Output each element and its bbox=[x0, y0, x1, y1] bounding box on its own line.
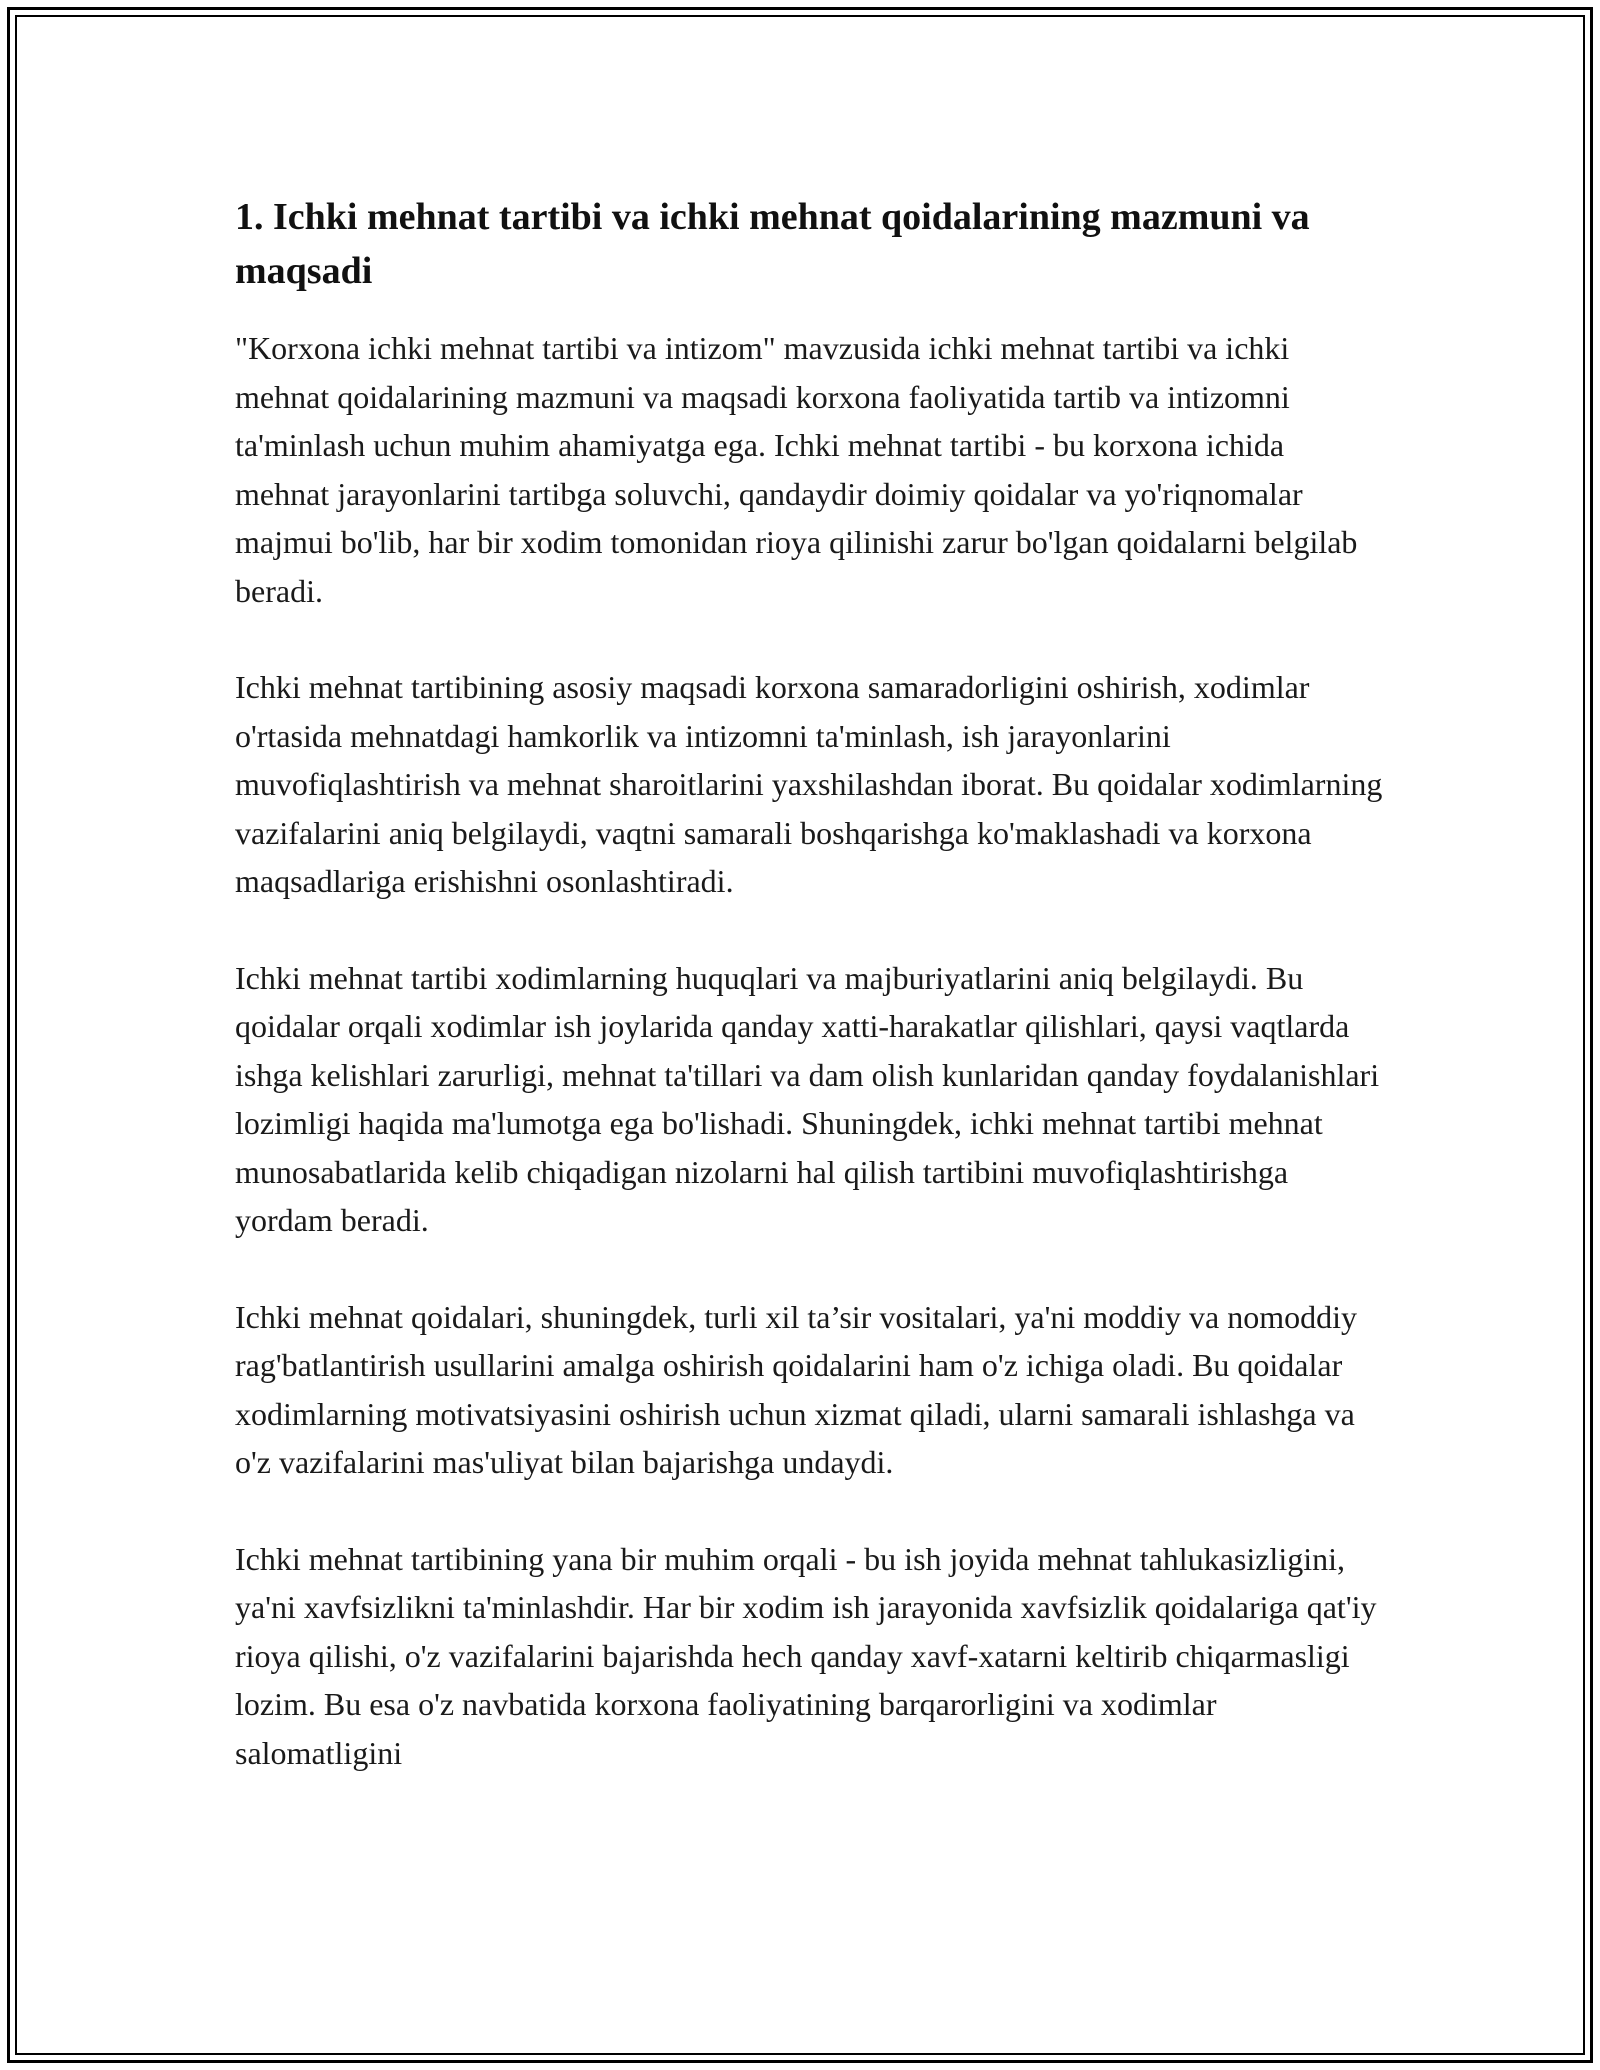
section-heading: 1. Ichki mehnat tartibi va ichki mehnat qoidalarining mazmuni va maqsadi bbox=[235, 196, 1310, 292]
paragraph-1: "Korxona ichki mehnat tartibi va intizom" mavzusida ichki mehnat tartibi va ichki mehnat qoidalarining mazmuni va maqsadi korxona faoliyatida tartib va intizomni ta'minlash uchun muhim ahamiyatga ega. Ichki mehnat tartibi - bu korxona ichida mehnat jarayonlarini tartibga soluvchi, qandaydir doimiy qoidalar va yo'riqnomalar majmui bo'lib, har bir xodim tomonidan rioya qilinishi zarur bo'lgan qoidalarni belgilab beradi. bbox=[235, 330, 1358, 609]
paragraph-5: Ichki mehnat tartibining yana bir muhim orqali - bu ish joyida mehnat tahlukasizligini, ya'ni xavfsizlikni ta'minlashdir. Har bir xodim ish jarayonida xavfsizlik qoidalariga qat'iy rioya qilishi, o'z vazifalarini bajarishda hech qanday xavf-xatarni keltirib chiqarmasligi lozim. Bu esa o'z navbatida korxona faoliyatining barqarorligini va xodimlar salomatligini bbox=[235, 1540, 1377, 1771]
document-body bbox=[235, 190, 1385, 1825]
paragraph-3: Ichki mehnat tartibi xodimlarning huquqlari va majburiyatlarini aniq belgilaydi. Bu qoidalar orqali xodimlar ish joylarida qanday xatti-harakatlar qilishlari, qaysi vaqtlarda ishga kelishlari zarurligi, mehnat ta'tillari va dam olish kunlaridan qanday foydalanishlari lozimligi haqida ma'lumotga ega bo'lishadi. Shuningdek, ichki mehnat tartibi mehnat munosabatlarida kelib chiqadigan nizolarni hal qilish tartibini muvofiqlashtirishga yordam beradi. bbox=[235, 959, 1380, 1238]
paragraph-2: Ichki mehnat tartibining asosiy maqsadi korxona samaradorligini oshirish, xodimlar o'rtasida mehnatdagi hamkorlik va intizomni ta'minlash, ish jarayonlarini muvofiqlashtirish va mehnat sharoitlarini yaxshilashdan iborat. Bu qoidalar xodimlarning vazifalarini aniq belgilaydi, vaqtni samarali boshqarishga ko'maklashadi va korxona maqsadlariga erishishni osonlashtiradi. bbox=[235, 669, 1383, 899]
paragraph-4: Ichki mehnat qoidalari, shuningdek, turli xil ta’sir vositalari, ya'ni moddiy va nomoddiy rag'batlantirish usullarini amalga oshirish qoidalarini ham o'z ichiga oladi. Bu qoidalar xodimlarning motivatsiyasini oshirish uchun xizmat qiladi, ularni samarali ishlashga va o'z vazifalarini mas'uliyat bilan bajarishga undaydi. bbox=[235, 1298, 1358, 1480]
